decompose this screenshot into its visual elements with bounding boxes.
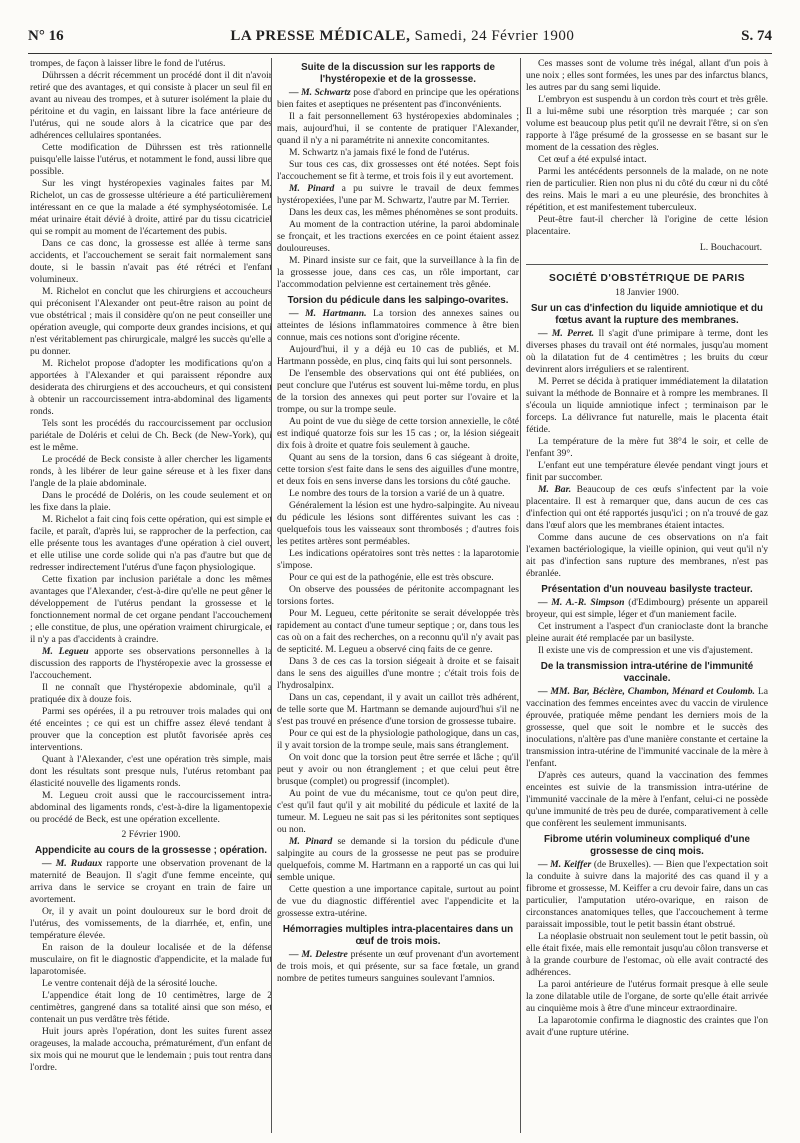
paragraph-text: Beaucoup de ces œufs s'infectent par la voie placentaire. Il est à remarquer que, dans aucun de ces cas d'infection qui ont été rapportés jusqu'ici ; on n'a trouvé de gaz dans l'œuf alors que les membranes étaient intactes. [526,484,768,531]
paragraph [277,656,519,692]
paragraph [277,344,519,368]
paragraph-text: Le ventre contenait déjà de la sérosité louche. [42,978,218,989]
paragraph [277,608,519,656]
paragraph [277,159,519,183]
paragraph [526,436,768,460]
speaker-name: M. Bar. [538,484,572,495]
paragraph [277,788,519,836]
paragraph [277,368,519,416]
paragraph [30,70,272,142]
issue-date: Samedi, 24 Février 1900 [414,28,575,44]
paragraph-text: Il s'agit d'une primipare à terme, dont les diverses phases du travail ont été normales, jusqu'au moment où la dilatation fut de 4 centimètres ; les bruits du cœur devinrent alors irréguliers et se ralentirent. [526,328,768,375]
paragraph-text: 2 Février 1900. [121,829,181,840]
speaker-name: — M. A.-R. Simpson [538,597,625,608]
paragraph [30,682,272,706]
paragraph-text: La vaccination des femmes enceintes avec du vaccin de virulence éprouvée, pratiquée même pendant les derniers mois de la grossesse, quel que soit le nombre et le succès des inoculations, n'altère pas d'une manière constante et certaine la transmission intra-utérine de l'immunité vaccinale de la mère à l'enfant. [526,686,768,769]
paragraph-text: Dührssen a décrit récemment un procédé dont il dit n'avoir retiré que des avantages, et qui consiste à placer un seul fil en avant au niveau des trompes, et à suturer isolément la plaie du péritoine et du vagin, en laissant libre la face antérieure de l'utérus, qui ne soude alors à la cicatrice que par des adhérences cellulaires spontanées. [30,70,272,141]
paragraph-text: Il ne connaît que l'hystéropexie abdominale, qu'il a pratiquée dix à douze fois. [30,682,272,705]
paragraph [30,978,272,990]
paragraph [526,770,768,830]
paragraph-text: M. Pinard insiste sur ce fait, que la surveillance à la fin de la grossesse joue, dans ces cas, un rôle important, car l'accommodation pelvienne est certainement très gênée. [277,255,519,290]
paragraph-text: Dans le procédé de Doléris, on les coude seulement et on les fixe dans la plaie. [30,490,272,513]
paragraph [30,906,272,942]
paragraph [277,147,519,159]
paragraph-text: Parmi les antécédents personnels de la malade, on ne note rien de particulier. Rien non plus ni du côté du cœur ni du côté des reins. Mais le mari a eu une pleurésie, des bronchites à répétition, et est manifestement tuberculeux. [526,166,768,213]
paragraph-text: Cet instrument a l'aspect d'un cranioclaste dont la branche pleine aurait été remplacée par un basilyste. [526,621,768,644]
paragraph [30,574,272,646]
speaker-name: M. Pinard [289,183,335,194]
paragraph-text: Pour ce qui est de la pathogénie, elle est très obscure. [289,572,494,583]
speaker-name: — M. Delestre [289,949,348,960]
paragraph-text: La température de la mère fut 38°4 le soir, et celle de l'enfant 39°. [526,436,768,459]
paragraph [277,219,519,255]
article-heading [526,303,768,327]
paragraph-text: Au moment de la contraction utérine, la paroi abdominale se fronçait, et les tractions exercées en ce point étaient assez douloureuses. [277,219,519,254]
paragraph-text: Présentation d'un nouveau basilyste tracteur. [541,584,753,595]
paragraph [30,706,272,754]
paragraph [30,58,272,70]
paragraph-text: Cette modification de Dührssen est très rationnelle puisqu'elle laisse l'utérus, et notamment le fond, aussi libre que possible. [30,142,272,177]
paragraph-text: L'appendice était long de 10 centimètres, large de 2 centimètres, gangrené dans sa totalité ainsi que son méso, et contenait un pus verdâtre très fétide. [30,990,272,1025]
column-divider [520,58,521,1133]
paragraph-text: Pour M. Legueu, cette péritonite se serait développée très rapidement au contact d'une tumeur septique ; or, dans tous les cas où on a fait des recherches, on a reconnu qu'il n'y avait pas de septicité. M. Legueu a observé cinq faits de ce genre. [277,608,519,655]
paragraph [526,58,768,94]
paragraph-text: Sur les vingt hystéropexies vaginales faites par M. Richelot, un cas de grossesse ultérieure a été particulièrement intéressant en ce que la malade a été symphyséotomisée. Le méat urinaire était dévié à droite, attiré par du tissu cicatriciel qui se rompit au moment de l'écartement des pubis. [30,178,272,237]
paragraph [277,584,519,608]
article-heading [526,661,768,685]
paragraph-text: D'après ces auteurs, quand la vaccination des femmes enceintes est suivie de la transmission intra-utérine de l'immunité vaccinale de la mère à l'enfant, celui-ci ne possède qu'une immunité de très peu de durée, comparativement à celle que confèrent les seulement immunisants. [526,770,768,829]
paragraph-text: Généralement la lésion est une hydro-salpingite. Au niveau du pédicule les lésions sont différentes suivant les cas : quelquefois tous les vaisseaux sont thrombosés ; d'autres fois les petites artères sont perméables. [277,500,519,547]
paragraph-text: L'embryon est suspendu à un cordon très court et très grêle. Il a lui-même subi une résorption très marquée ; car son volume est beaucoup plus petit qu'il ne devrait l'être, si on s'en rapporte à l'âge présumé de la grossesse en se basant sur le moment de la cessation des règles. [526,94,768,153]
paragraph-text: On observe des poussées de péritonite accompagnant les torsions fortes. [277,584,519,607]
paragraph [526,328,768,376]
paragraph-text: L'enfant eut une température élevée pendant vingt jours et finit par succomber. [526,460,768,483]
paragraph [277,572,519,584]
paragraph-text: présente un œuf provenant d'un avortement de trois mois, et qui présente, sur sa face fœtale, un grand nombre de petites tumeurs sanguines soulevant l'amnios. [277,949,519,984]
session-date [526,287,768,299]
paragraph-text: Cette question a une importance capitale, surtout au point de vue du diagnostic différentiel avec l'appendicite et la grossesse extra-utérine. [277,884,519,919]
paragraph-text: La laparotomie confirma le diagnostic des craintes que l'on avait d'une rupture utérine. [526,1015,768,1038]
paragraph-text: Or, il y avait un point douloureux sur le bord droit de l'utérus, des vomissements, de la diarrhée, et, enfin, une température élevée. [30,906,272,941]
paragraph-text: Quant à l'Alexander, c'est une opération très simple, mais dont les résultats sont presque nuls, l'utérus retombant par élasticité nouvelle des ligaments ronds. [30,754,272,789]
paragraph [277,207,519,219]
paragraph [526,532,768,580]
journal-name: LA PRESSE MÉDICALE, [230,28,411,44]
paragraph-text: (de Bruxelles). — Bien que l'expectation soit la conduite à suivre dans la majorité des cas quand il y a fibrome et grossesse, M. Keiffer a cru devoir faire, dans un cas particulier, l'amputation utéro-ovarique, en raison de circonstances anatomiques telles, que l'accouchement à terme paraissait impossible, tout le petit bassin étant obstrué. [526,859,768,930]
page-number: S. 74 [741,28,772,44]
paragraph-text: M. Richelot en conclut que les chirurgiens et accoucheurs qui préconisent l'Alexander ont peut-être raison au point de vue obstétrical ; mais il considère qu'on ne peut conseiller une opération aveugle, qui comporte deux grandes incisions, et qui n'est véritablement pas chirurgicale, malgré les succès qu'elle a pu donner. [30,286,272,357]
paragraph [526,686,768,770]
paragraph-text: Ces masses sont de volume très inégal, allant d'un pois à une noix ; elles sont formées, les unes par des infarctus blancs, les autres par du sang semi liquide. [526,58,768,93]
paragraph-text: L. Bouchacourt. [699,242,762,253]
paragraph-text: M. Richelot a fait cinq fois cette opération, qui est simple et facile, et paraît, d'après lui, se rapprocher de la perfection, car elle présente tous les avantages d'une opération à ciel ouvert, et elle utilise une corde solide qui n'a pas d'autre but que de redresser indirectement l'utérus d'une façon physiologique. [30,514,272,573]
paragraph-text: Torsion du pédicule dans les salpingo-ovarites. [287,295,509,306]
paragraph [277,836,519,884]
paragraph-text: De la transmission intra-utérine de l'immunité vaccinale. [540,661,754,684]
paragraph-text: On voit donc que la torsion peut être serrée et lâche ; qu'il peut y avoir ou non étranglement ; et que celui peut être brusque (complet) ou progressif (incomplet). [277,752,519,787]
paragraph [277,500,519,548]
paragraph [526,645,768,657]
paragraph-text: Le nombre des tours de la torsion a varié de un à quatre. [289,488,505,499]
paragraph-text: 18 Janvier 1900. [615,287,679,298]
paragraph-text: Cet œuf a été expulsé intact. [538,154,647,165]
article-heading [277,924,519,948]
column-2 [277,58,519,1138]
paragraph-text: Aujourd'hui, il y a déjà eu 10 cas de publiés, et M. Hartmann possède, en plus, cinq faits qui lui sont personnels. [277,344,519,367]
paragraph-text: Dans les deux cas, les mêmes phénomènes se sont produits. [289,207,518,218]
paragraph-text: De l'ensemble des observations qui ont été publiées, on peut conclure que l'utérus est souvent lui-même tordu, en plus de la torsion des annexes qui peut porter sur l'ovaire et la trompe, ou sur la trompe seule. [277,368,519,415]
paragraph-text: Sur un cas d'infection du liquide amniotique et du fœtus avant la rupture des membranes. [530,303,764,326]
paragraph [30,454,272,490]
paragraph [526,154,768,166]
paragraph-text: M. Richelot propose d'adopter les modifications qu'on a apportées à l'Alexander et qui paraissent répondre aux desiderata des chirurgiens et des accoucheurs, et qui consistent à obtenir un raccourcissement intra-abdominal des ligaments ronds. [30,358,272,417]
paragraph-text: Dans un cas, cependant, il y avait un caillot très adhérent, de telle sorte que M. Hartmann se demande aujourd'hui s'il ne s'est pas trouvé en présence d'une torsion de grossesse tubaire. [277,692,519,727]
paragraph [277,488,519,500]
author-signature [526,242,762,254]
paragraph-text: SOCIÉTÉ D'OBSTÉTRIQUE DE PARIS [548,273,746,284]
column-1 [30,58,272,1138]
paragraph-text: Peut-être faut-il chercher là l'origine de cette lésion placentaire. [526,214,768,237]
paragraph-text: Le procédé de Beck consiste à aller chercher les ligaments ronds, à les libérer de leur gaine séreuse et à les fixer dans l'angle de la plaie abdominale. [30,454,272,489]
paragraph [526,859,768,931]
speaker-name: — M. Hartmann. [289,308,367,319]
paragraph [30,790,272,826]
paragraph-text: Au point de vue du siège de cette torsion annexielle, le côté est indiqué quatorze fois sur les 15 cas ; or, la lésion siégeait dix fois à droite et quatre fois seulement à gauche. [277,416,519,451]
header-rule [28,53,772,54]
paragraph-text: (d'Edimbourg) présente un appareil broyeur, qui est simple, léger et d'un maniement facile. [526,597,768,620]
paragraph [526,214,768,238]
speaker-name: M. Pinard [289,836,333,847]
paragraph-text: trompes, de façon à laisser libre le fond de l'utérus. [30,58,226,69]
paragraph [526,376,768,436]
paragraph-text: Les indications opératoires sont très nettes : la laparotomie s'impose. [277,548,519,571]
paragraph [526,460,768,484]
paragraph-text: La torsion des annexes saines ou atteintes de lésions inflammatoires commence à être bien connue, mais ces notions sont d'origine récente. [277,308,519,343]
section-heading [526,264,768,285]
paragraph-text: Tels sont les procédés du raccourcissement par occlusion pariétale de Doléris et celui de Ch. Beck (de New-York), qui est le même. [30,418,272,453]
paragraph-text: Appendicite au cours de la grossesse ; opération. [35,845,267,856]
paragraph-text: Sur tous ces cas, dix grossesses ont été notées. Sept fois l'accouchement se fit à terme, et trois fois il y eut avortement. [277,159,519,182]
paragraph [30,286,272,358]
paragraph-text: M. Legueu croit aussi que le raccourcissement intra-abdominal des ligaments ronds, c'est-à-dire la ligamentopexie ou procédé de Beck, est une opération excellente. [30,790,272,825]
paragraph-text: Huit jours après l'opération, dont les suites furent assez orageuses, la malade accoucha, prématurément, d'un enfant de six mois qui ne mourut que le lendemain ; puis tout rentra dans l'ordre. [30,1026,272,1073]
paragraph [277,308,519,344]
paragraph [30,178,272,238]
speaker-name: — M. Keiffer [538,859,592,870]
speaker-name: — MM. Bar, Béclère, Chambon, Ménard et Coulomb. [538,686,755,697]
paragraph [526,1015,768,1039]
paragraph [30,490,272,514]
paragraph [526,621,768,645]
paragraph [526,166,768,214]
paragraph [526,979,768,1015]
page-header [28,28,772,50]
paragraph [277,452,519,488]
paragraph-text: Fibrome utérin volumineux compliqué d'une grossesse de cinq mois. [544,834,750,857]
speaker-name: — M. Perret. [538,328,595,339]
paragraph-text: Cette fixation par inclusion pariétale a donc les mêmes avantages que l'Alexander, c'est-à-dire qu'elle ne peut gêner le développement de l'utérus pendant la grossesse et le fonctionnement normal de cet organe pendant l'accouchement ; elle constitue, de plus, une opération vraiment chirurgicale, et il n'y a pas d'accidents à craindre. [30,574,272,645]
paragraph-text: a pu suivre le travail de deux femmes hystéropexiées, l'une par M. Schwartz, l'autre par M. Terrier. [277,183,519,206]
paragraph [526,597,768,621]
paragraph-text: La néoplasie obstruait non seulement tout le petit bassin, où elle était fixée, mais elle remontait jusqu'au côlon transverse et à la grande courbure de l'estomac, où elle avait contracté des adhérences. [526,931,768,978]
paragraph [277,87,519,111]
paragraph [526,94,768,154]
paragraph [277,111,519,147]
paragraph-text: M. Perret se décida à pratiquer immédiatement la dilatation suivant la méthode de Bonnaire et à rompre les membranes. Il s'écoula un liquide amniotique infect ; terminaison par le forceps. La délivrance fut naturelle, mais le placenta était fétide. [526,376,768,435]
paragraph [30,238,272,286]
speaker-name: M. Legueu [42,646,89,657]
article-heading [277,295,519,307]
paragraph [277,949,519,985]
paragraph-text: Dans 3 de ces cas la torsion siégeait à droite et se faisait dans le sens des aiguilles d'une montre ; c'était trois fois de l'hydrosalpinx. [277,656,519,691]
paragraph [30,358,272,418]
paragraph [526,484,768,532]
paragraph [30,942,272,978]
paragraph-text: se demande si la torsion du pédicule d'une salpingite au cours de la grossesse ne peut pas se produire quelquefois, comme M. Hartmann en a rapporté un cas qui lui semble unique. [277,836,519,883]
paragraph-text: Suite de la discussion sur les rapports de l'hystéropexie et de la grossesse. [301,62,495,85]
paragraph-text: La paroi antérieure de l'utérus formait presque à elle seule la zone dilatable utile de l'organe, de sorte qu'elle était arrivée au cinquième mois à être d'une minceur extraordinaire. [526,979,768,1014]
paragraph-text: Dans ce cas donc, la grossesse est allée à terme sans accidents, et l'accouchement se serait fait normalement sans doute, si le bassin n'avait pas été rétréci et l'enfant volumineux. [30,238,272,285]
speaker-name: — M. Schwartz [289,87,351,98]
article-heading [30,845,272,857]
paragraph [277,752,519,788]
paragraph [277,728,519,752]
masthead-title [230,28,574,45]
paragraph [30,754,272,790]
paragraph [277,692,519,728]
paragraph [277,884,519,920]
paragraph-text: Au point de vue du mécanisme, tout ce qu'on peut dire, c'est qu'il faut qu'il y ait mobilité du pédicule et laxité de la tumeur. M. Legueu ne sait pas si les péritonites sont septiques ou non. [277,788,519,835]
paragraph-text: Parmi ses opérées, il a pu retrouver trois malades qui ont été enceintes ; ce qui est un chiffre assez élevé tendant à prouver que la conception est plutôt favorisée après ces interventions. [30,706,272,753]
column-3 [526,58,768,1138]
paragraph [526,931,768,979]
paragraph [30,646,272,682]
paragraph-text: Comme dans aucune de ces observations on n'a fait l'examen bactériologique, la vieille opinion, qui veut qu'il n'y ait pas d'infection sans rupture des membranes, n'est pas ébranlée. [526,532,768,579]
paragraph [30,514,272,574]
paragraph [30,858,272,906]
paragraph-text: apporte ses observations personnelles à la discussion des rapports de l'hystéropexie avec la grossesse et l'accouchement. [30,646,272,681]
article-heading [526,584,768,596]
paragraph-text: Il existe une vis de compression et une vis d'ajustement. [538,645,753,656]
paragraph [30,418,272,454]
paragraph-text: M. Schwartz n'a jamais fixé le fond de l'utérus. [289,147,470,158]
paragraph-text: Quant au sens de la torsion, dans 6 cas siégeant à droite, cette torsion s'est faite dans le sens des aiguilles d'une montre, et deux fois en sens inverse dans les torsions du côté gauche. [277,452,519,487]
speaker-name: — M. Rudaux [42,858,103,869]
paragraph [277,255,519,291]
paragraph [277,416,519,452]
paragraph [277,183,519,207]
paragraph [30,1026,272,1074]
column-divider [271,58,272,1133]
paragraph-text: Il a fait personnellement 63 hystéropexies abdominales ; mais, aujourd'hui, il se contente de pratiquer l'Alexander, quand il n'y a ni paramétrite ni annexite concomitantes. [277,111,519,146]
paragraph [30,142,272,178]
paragraph [30,990,272,1026]
session-date [30,829,272,841]
paragraph-text: En raison de la douleur localisée et de la défense musculaire, on fit le diagnostic d'appendicite, et la malade fut laparotomisée. [30,942,272,977]
issue-number: N° 16 [28,28,64,44]
article-heading [526,834,768,858]
article-heading [277,62,519,86]
paragraph-text: Hémorragies multiples intra-placentaires dans un œuf de trois mois. [282,924,514,947]
paragraph-text: pose d'abord en principe que les opérations bien faites et aseptiques ne présentent pas d'inconvénients. [277,87,519,110]
paragraph-text: rapporte une observation provenant de la maternité de Beaujon. Il s'agit d'une femme enceinte, qui arriva dans le service se croyant en train de faire un avortement. [30,858,272,905]
paragraph-text: Pour ce qui est de la physiologie pathologique, dans un cas, il y avait torsion de la trompe seule, mais sans étranglement. [277,728,519,751]
paragraph [277,548,519,572]
